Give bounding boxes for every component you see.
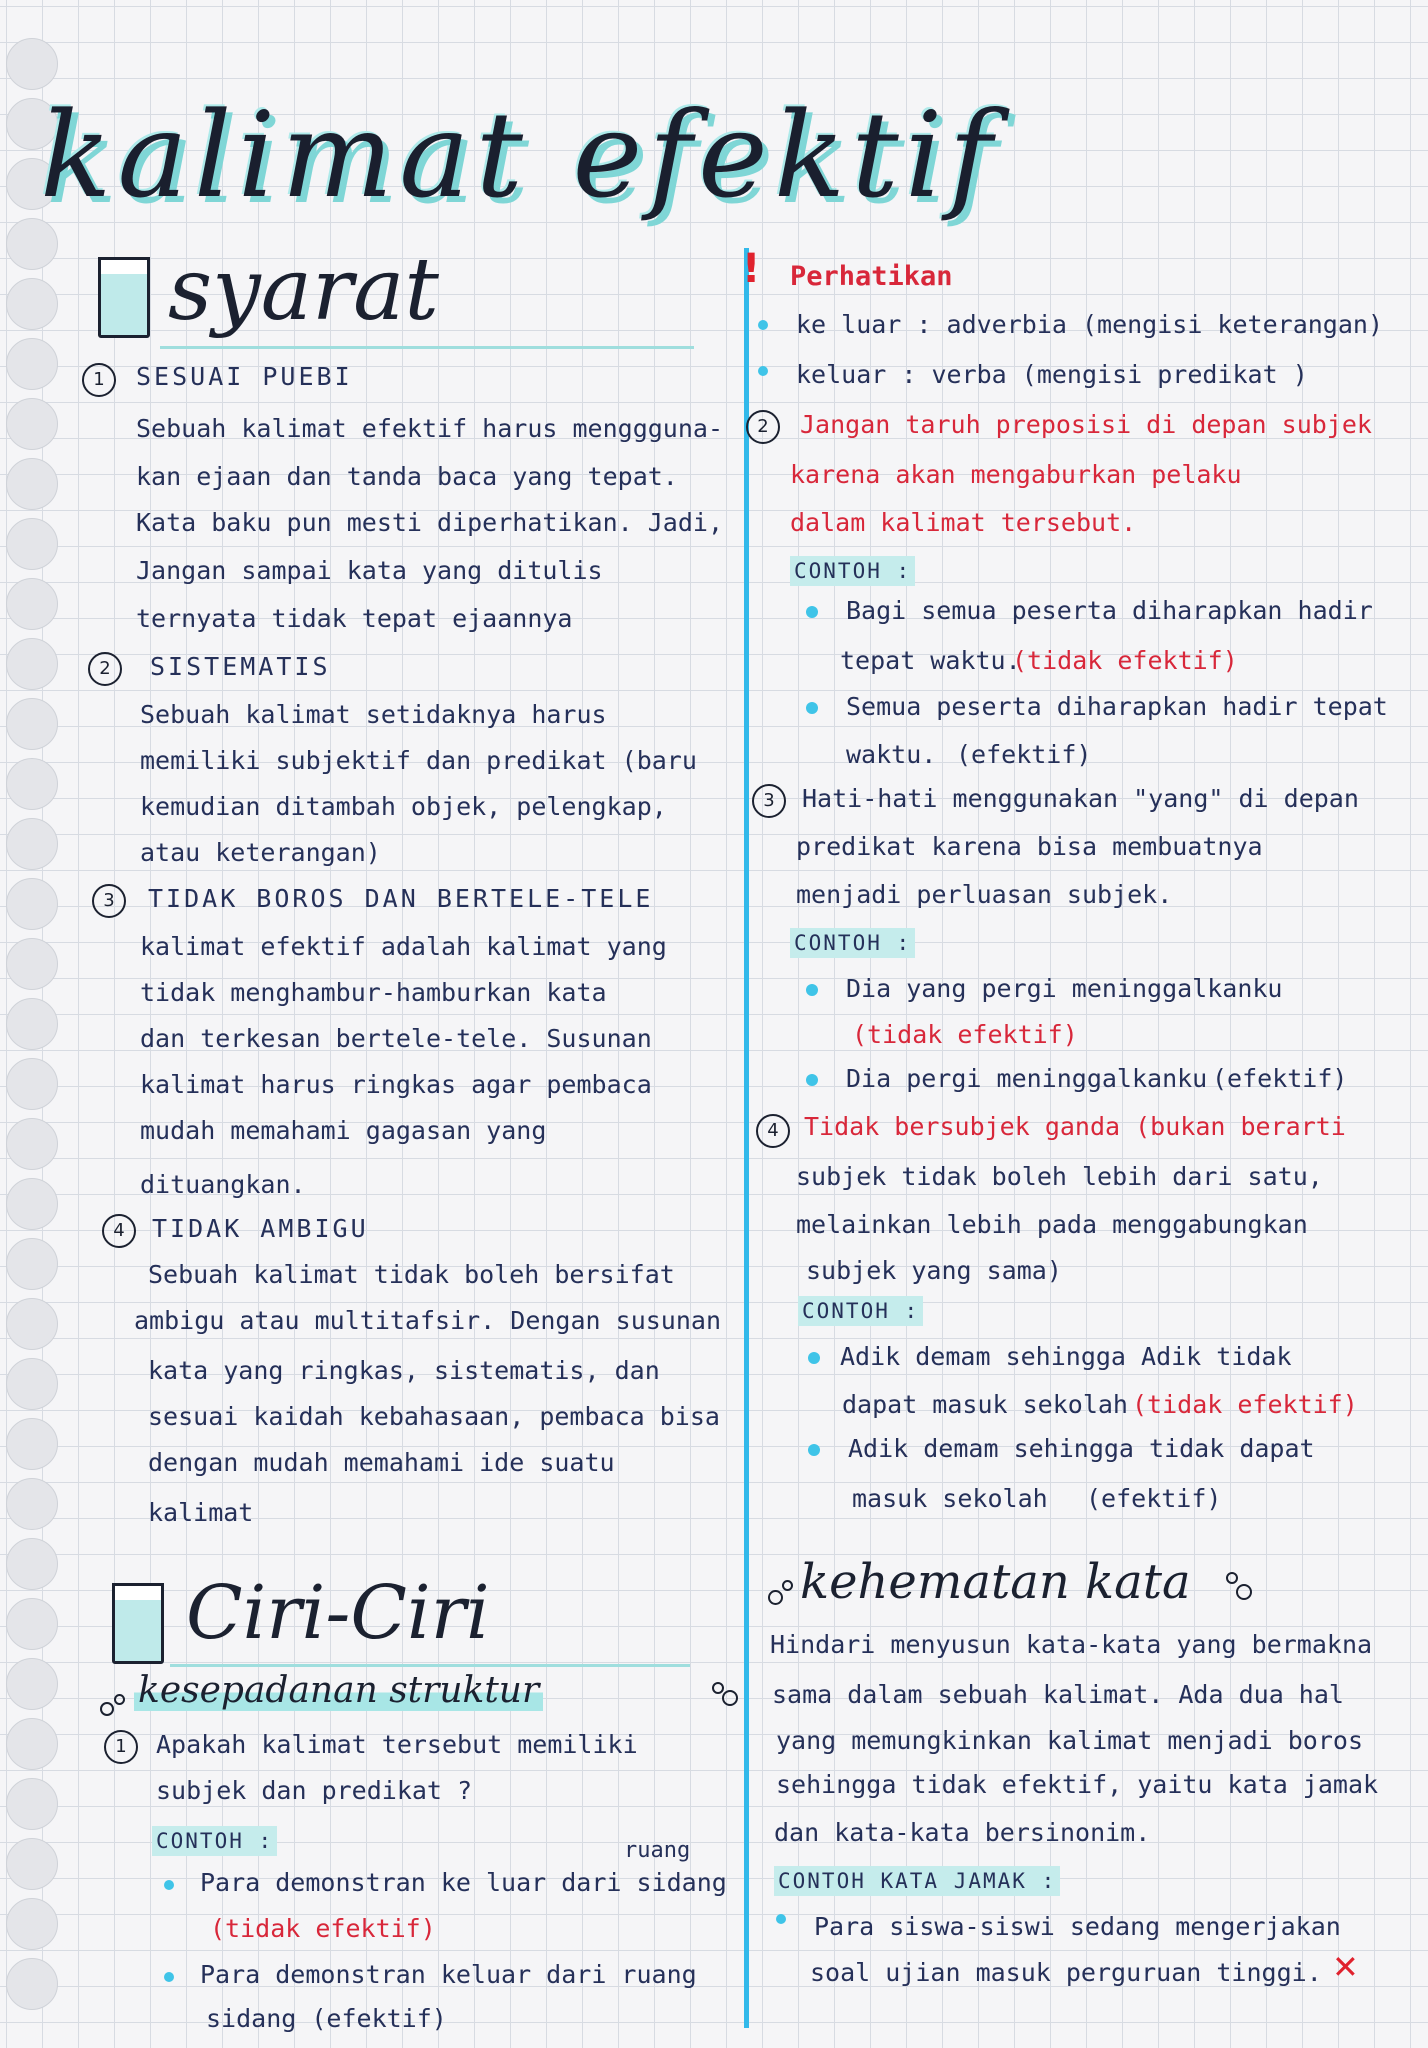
syarat-2-line: atau keterangan) (140, 838, 381, 867)
binder-hole (6, 1958, 58, 2010)
contoh-label: CONTOH : (790, 556, 915, 586)
binder-hole (6, 398, 58, 450)
binder-hole (6, 1358, 58, 1410)
syarat-1-line: Sebuah kalimat efektif harus menggguna- (136, 414, 723, 443)
number-badge: 4 (102, 1214, 136, 1248)
syarat-3-heading: TIDAK BOROS DAN BERTELE-TELE (148, 884, 654, 913)
example-sentence: tepat waktu. (840, 646, 1021, 675)
syarat-heading: syarat (168, 240, 439, 340)
syarat-3-line: dan terkesan bertele-tele. Susunan (140, 1024, 652, 1053)
bullet (758, 366, 768, 376)
binder-hole (6, 338, 58, 390)
example-tag: (efektif) (956, 740, 1092, 769)
decor-circle (722, 1690, 738, 1706)
syarat-2-heading: SISTEMATIS (150, 652, 331, 681)
bullet (164, 1972, 174, 1982)
binder-hole (6, 1778, 58, 1830)
bullet (806, 984, 818, 996)
milk-carton-icon (112, 1596, 164, 1664)
example-tag: (tidak efektif) (1012, 646, 1238, 675)
syarat-3-line: kalimat efektif adalah kalimat yang (140, 932, 667, 961)
bullet (808, 1352, 820, 1364)
page-title: kalimat efektif (40, 86, 999, 224)
contoh-label: CONTOH : (152, 1826, 277, 1856)
rule-line: menjadi perluasan subjek. (796, 880, 1173, 909)
ciri-line: subjek dan predikat ? (156, 1776, 473, 1805)
example-sentence: Semua peserta diharapkan hadir tepat (846, 692, 1388, 721)
number-badge: 3 (752, 784, 786, 818)
contoh-label: CONTOH : (798, 1296, 923, 1326)
syarat-1-line: Kata baku pun mesti diperhatikan. Jadi, (136, 508, 723, 537)
example-sentence: Para demonstran keluar dari ruang (200, 1960, 697, 1989)
kehematan-line: sehingga tidak efektif, yaitu kata jamak (776, 1770, 1379, 1799)
example-tag: (tidak efektif) (852, 1020, 1078, 1049)
decor-circle (114, 1694, 125, 1705)
kehematan-line: Hindari menyusun kata-kata yang bermakna (770, 1630, 1373, 1659)
decor-circle (1236, 1584, 1252, 1600)
kehematan-line: sama dalam sebuah kalimat. Ada dua hal (772, 1680, 1344, 1709)
syarat-1-line: kan ejaan dan tanda baca yang tepat. (136, 462, 678, 491)
number-badge: 1 (104, 1730, 138, 1764)
rule-line: subjek tidak boleh lebih dari satu, (796, 1162, 1323, 1191)
binder-hole (6, 1838, 58, 1890)
decor-circle (100, 1702, 114, 1716)
milk-carton-icon (98, 270, 150, 338)
ciri-line: Apakah kalimat tersebut memiliki (156, 1730, 638, 1759)
binder-hole (6, 1298, 58, 1350)
rule-line: Tidak bersubjek ganda (bukan berarti (804, 1112, 1346, 1141)
binder-hole (6, 518, 58, 570)
rule-line: Jangan taruh preposisi di depan subjek (800, 410, 1372, 439)
rule-line: melainkan lebih pada menggabungkan (796, 1210, 1308, 1239)
binder-hole (6, 1238, 58, 1290)
rule-line: predikat karena bisa membuatnya (796, 832, 1263, 861)
bullet (164, 1880, 174, 1890)
column-divider (744, 248, 749, 2028)
syarat-4-line: dengan mudah memahami ide suatu (148, 1448, 615, 1477)
example-tag: (efektif) (1086, 1484, 1222, 1513)
exclamation-icon: ! (742, 246, 761, 292)
bullet (758, 320, 768, 330)
example-sentence: Adik demam sehingga tidak dapat (848, 1434, 1315, 1463)
binder-hole (6, 878, 58, 930)
binder-hole (6, 1898, 58, 1950)
binder-hole (6, 1538, 58, 1590)
bullet (806, 606, 818, 618)
example-sentence: Dia yang pergi meninggalkanku (846, 974, 1283, 1003)
rule-line: karena akan mengaburkan pelaku (790, 460, 1242, 489)
syarat-3-line: kalimat harus ringkas agar pembaca (140, 1070, 652, 1099)
rule-line: dalam kalimat tersebut. (790, 508, 1137, 537)
syarat-4-line: kata yang ringkas, sistematis, dan (148, 1356, 660, 1385)
binder-hole (6, 1718, 58, 1770)
example-sentence: Para demonstran ke luar dari sidang (200, 1868, 727, 1897)
bullet (806, 702, 818, 714)
binder-hole (6, 938, 58, 990)
decor-circle (712, 1682, 724, 1694)
perhatikan-heading: Perhatikan (790, 261, 953, 292)
syarat-2-line: memiliki subjektif dan predikat (baru (140, 746, 697, 775)
kehematan-line: yang memungkinkan kalimat menjadi boros (776, 1726, 1363, 1755)
number-badge: 2 (88, 652, 122, 686)
binder-hole (6, 278, 58, 330)
number-badge: 2 (746, 410, 780, 444)
syarat-4-line: ambigu atau multitafsir. Dengan susunan (134, 1306, 721, 1335)
example-sentence: soal ujian masuk perguruan tinggi. (810, 1958, 1322, 1987)
decor-circle (1226, 1572, 1238, 1584)
example-sentence: sidang (efektif) (206, 2004, 447, 2033)
number-badge: 4 (756, 1114, 790, 1148)
heading-underline (170, 1664, 690, 1667)
rule-line: Hati-hati menggunakan "yang" di depan (802, 784, 1359, 813)
number-badge: 1 (82, 363, 116, 397)
syarat-1-line: Jangan sampai kata yang ditulis (136, 556, 603, 585)
binder-hole (6, 1178, 58, 1230)
contoh-label: CONTOH KATA JAMAK : (774, 1866, 1060, 1896)
heading-underline (160, 346, 694, 349)
binder-hole (6, 998, 58, 1050)
syarat-4-line: sesuai kaidah kebahasaan, pembaca bisa (148, 1402, 720, 1431)
binder-hole (6, 1058, 58, 1110)
syarat-2-line: kemudian ditambah objek, pelengkap, (140, 792, 667, 821)
example-tag: (tidak efektif) (1132, 1390, 1358, 1419)
binder-hole (6, 818, 58, 870)
example-sentence: Para siswa-siswi sedang mengerjakan (814, 1912, 1341, 1941)
binder-hole (6, 698, 58, 750)
syarat-4-heading: TIDAK AMBIGU (152, 1214, 369, 1243)
example-sentence: masuk sekolah (852, 1484, 1048, 1513)
note-line: keluar : verba (mengisi predikat ) (796, 360, 1308, 389)
example-tag: (efektif) (1212, 1064, 1348, 1093)
syarat-1-line: ternyata tidak tepat ejaannya (136, 604, 573, 633)
binder-hole (6, 458, 58, 510)
example-sentence: Dia pergi meninggalkanku (846, 1064, 1208, 1093)
ciri-heading: Ciri-Ciri (186, 1570, 490, 1656)
decor-circle (768, 1590, 783, 1605)
syarat-1-heading: SESUAI PUEBI (136, 362, 353, 391)
binder-hole (6, 578, 58, 630)
syarat-4-line: kalimat (148, 1498, 254, 1527)
syarat-3-line: dituangkan. (140, 1170, 306, 1199)
binder-hole (6, 1658, 58, 1710)
binder-hole (6, 1598, 58, 1650)
contoh-label: CONTOH : (790, 928, 915, 958)
binder-hole (6, 1118, 58, 1170)
syarat-2-line: Sebuah kalimat setidaknya harus (140, 700, 607, 729)
example-tag: (tidak efektif) (210, 1914, 436, 1943)
binder-hole (6, 1418, 58, 1470)
bullet (808, 1444, 820, 1456)
note-line: ke luar : adverbia (mengisi keterangan) (796, 310, 1383, 339)
syarat-3-line: mudah memahami gagasan yang (140, 1116, 547, 1145)
example-sentence: Adik demam sehingga Adik tidak (840, 1342, 1292, 1371)
example-sentence: waktu. (846, 740, 937, 769)
x-mark-icon: ✕ (1332, 1948, 1359, 1986)
kehematan-line: dan kata-kata bersinonim. (774, 1818, 1151, 1847)
decor-circle (782, 1580, 793, 1591)
binder-hole (6, 758, 58, 810)
example-sentence: Bagi semua peserta diharapkan hadir (846, 596, 1373, 625)
example-sentence: dapat masuk sekolah (842, 1390, 1128, 1419)
binder-hole (6, 638, 58, 690)
kesepadanan-heading: kesepadanan struktur (134, 1670, 543, 1711)
syarat-4-line: Sebuah kalimat tidak boleh bersifat (148, 1260, 675, 1289)
kehematan-heading: kehematan kata (800, 1554, 1191, 1610)
bullet (806, 1074, 818, 1086)
syarat-3-line: tidak menghambur-hamburkan kata (140, 978, 607, 1007)
binder-hole (6, 1478, 58, 1530)
bullet (776, 1914, 786, 1924)
number-badge: 3 (92, 884, 126, 918)
insert-word: ruang (624, 1838, 691, 1863)
rule-line: subjek yang sama) (806, 1256, 1062, 1285)
